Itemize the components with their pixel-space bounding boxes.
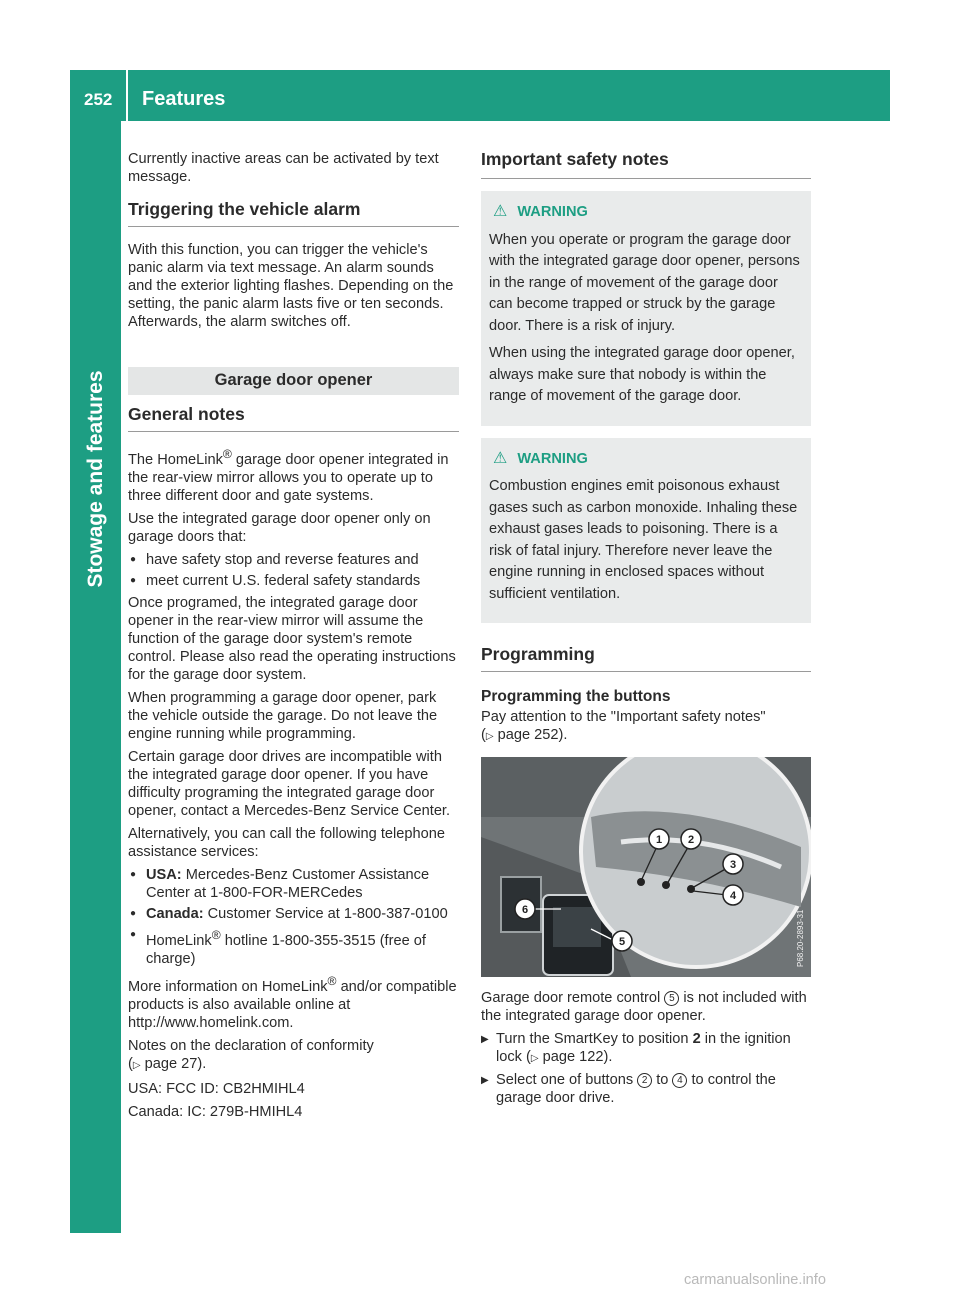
warning-header (489, 201, 803, 224)
side-tab (70, 121, 121, 1233)
usa-text: Mercedes-Benz Customer Assistance Center at 1-800-FOR-MERCedes (146, 866, 430, 901)
callout-6-label: 6 (521, 904, 529, 916)
garage-section-bar: Garage door opener (128, 367, 459, 395)
usa-label: USA: (146, 866, 182, 883)
when-text: When programming a garage door opener, park the vehicle outside the garage. Do not leave the engine running while programming. (128, 689, 438, 742)
list-item: ● have safety stop and reverse features and (128, 551, 459, 569)
alternative-text: Alternatively, you can call the following telephone assistance services: (128, 825, 445, 860)
homelink-label: HomeLink (146, 932, 212, 949)
remote-text-rest: is not included with the integrated garage door opener. (481, 990, 807, 1024)
canada-text: Customer Service at 1-800-387-0100 (203, 905, 448, 922)
warning-text: When using the integrated garage door opener, always make sure that nobody is within the range of movement of the garage door. (489, 345, 795, 404)
side-tab-label: Stowage and features (83, 370, 107, 588)
safety-heading: Important safety notes (481, 150, 811, 179)
mirror-buttons-figure (481, 757, 811, 977)
warning-box-1 (481, 191, 811, 426)
xref-arrow-icon: ▷ (132, 1059, 141, 1071)
remote-text (481, 989, 811, 1025)
warning-triangle-icon: ⚠ (493, 203, 508, 220)
ignition-page-link[interactable]: page 122). (542, 1049, 613, 1065)
registered-mark: ® (211, 927, 221, 942)
warning-text: Combustion engines emit poisonous exhaust gases such as carbon monoxide. Inhaling these exhaust gases leads to poisoning. There is a risk of fatal injury. Therefore never leave the engine running in enclosed spaces without sufficient ventilation. (489, 478, 798, 602)
once-text: Once programed, the integrated garage door opener in the rear-view mirror will assume the function of the garage door system's remote control. Please also read the operating instructions for the garage door system. (128, 594, 456, 683)
general-notes-heading: General notes (128, 405, 459, 432)
attention-text (481, 708, 811, 746)
step-item (481, 1071, 811, 1107)
callout-ref-4: 4 (672, 1073, 687, 1088)
callout-1-label: 1 (655, 834, 663, 846)
step2-text: Select one of buttons (496, 1072, 638, 1088)
list-item (128, 926, 459, 968)
steps-list (481, 1030, 811, 1107)
safety-page-link[interactable]: page 252). (497, 727, 568, 743)
warning-label: WARNING (517, 204, 588, 220)
homelink-text: The HomeLink (128, 451, 223, 468)
list-item (128, 905, 459, 923)
canada-label: Canada: (146, 905, 204, 922)
conformity-text (128, 1037, 459, 1075)
xref-open: ( (481, 727, 486, 743)
more-info-text (128, 972, 459, 1032)
assistance-list (128, 866, 459, 968)
registered-mark: ® (327, 973, 337, 988)
trigger-text: With this function, you can trigger the vehicle's panic alarm via text message. An alarm sounds and the exterior lighting flashes. Depending on the setting, the panic alarm lasts five or ten seconds. Afterwards, the alarm switches off. (128, 242, 454, 330)
remote-text-start: Garage door remote control (481, 990, 661, 1006)
registered-mark: ® (222, 447, 232, 461)
left-column (128, 150, 459, 1126)
trigger-heading: Triggering the vehicle alarm (128, 200, 459, 227)
step2-text-rest: to control the garage door drive. (496, 1072, 776, 1106)
step1-text: Turn the SmartKey to position (496, 1031, 693, 1047)
warning-label: WARNING (517, 450, 588, 467)
programming-heading: Programming (481, 645, 811, 672)
door-requirements-list (128, 551, 459, 590)
callout-5-label: 5 (618, 936, 626, 948)
callout-2-label: 2 (687, 834, 695, 846)
xref-arrow-icon: ▷ (485, 731, 494, 742)
xref-open: ( (128, 1055, 133, 1072)
step1-position: 2 (692, 1031, 701, 1047)
step-item (481, 1030, 811, 1068)
warning-triangle-icon: ⚠ (493, 449, 508, 467)
site-watermark: carmanualsonline.info (684, 1272, 826, 1288)
more-info-start: More information on HomeLink (128, 978, 328, 995)
callout-ref-2: 2 (637, 1073, 652, 1088)
right-column (481, 150, 811, 1110)
warning-header (489, 448, 803, 471)
conformity-label: Notes on the declaration of conformity (128, 1037, 374, 1054)
homelink-intro-rest: garage door opener integrated in the rear-view mirror allows you to operate up to three different door and gate systems. (128, 451, 449, 504)
list-item: ● meet current U.S. federal safety standards (128, 572, 459, 590)
page-number: 252 (84, 90, 113, 109)
warning-text: When you operate or program the garage door with the integrated garage door opener, persons in the range of movement of the garage door can become trapped or struck by the garage door. There is a risk of injury. (489, 231, 800, 334)
chapter-title: Features (142, 88, 226, 110)
fcc-id: USA: FCC ID: CB2HMIHL4 (128, 1080, 305, 1097)
use-text: Use the integrated garage door opener only on garage doors that: (128, 510, 431, 545)
certain-text: Certain garage door drives are incompatible with the integrated garage door opener. If you have difficulty programing the integrated garage door opener, contact a Mercedes-Benz Service Center. (128, 748, 451, 819)
more-info-rest: and/or compatible products is also available online at http://www.homelink.com. (128, 978, 457, 1031)
page-header (70, 70, 890, 121)
mirror-illustration (481, 757, 811, 977)
list-item (128, 866, 459, 902)
xref-arrow-icon: ▷ (530, 1053, 539, 1064)
figure-code: P68.20-2893-31 (796, 909, 805, 967)
callout-ref-5: 5 (664, 991, 679, 1006)
homelink-intro (128, 445, 459, 505)
header-divider (126, 70, 128, 121)
conformity-page-link[interactable]: page 27). (144, 1055, 207, 1072)
ic-id: Canada: IC: 279B-HMIHL4 (128, 1103, 303, 1120)
homelink-hotline: hotline 1-800-355-3515 (free of charge) (146, 932, 426, 967)
intro-text: Currently inactive areas can be activated by text message. (128, 151, 439, 185)
callout-3-label: 3 (729, 859, 737, 871)
step2-to: to (652, 1072, 673, 1088)
buttons-heading: Programming the buttons (481, 688, 671, 705)
attention-label: Pay attention to the "Important safety notes" (481, 709, 766, 725)
step1-text-rest: in the ignition lock ( (496, 1031, 791, 1065)
callout-4-label: 4 (729, 890, 737, 902)
warning-box-2 (481, 438, 811, 624)
